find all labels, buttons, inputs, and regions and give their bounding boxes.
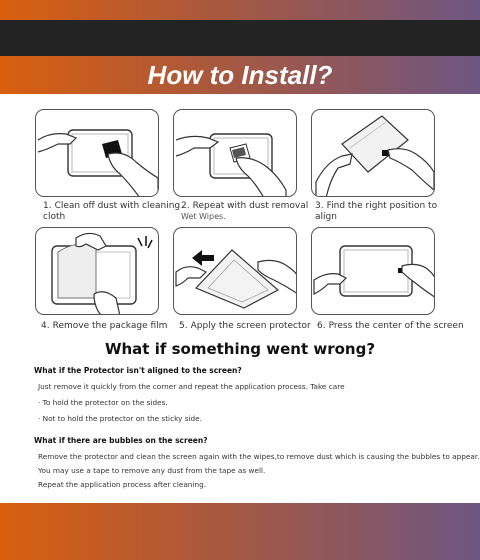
protector-align-icon (312, 110, 435, 197)
step-1-illustration (35, 109, 159, 197)
step-4-caption: 4. Remove the package film (41, 321, 168, 331)
answer-line: Remove the protector and clean the screen again with the wipes,to remove dust which is causing the bubbles to appear. (38, 452, 480, 461)
answer-line: Just remove it quickly from the corner and repeat the application process. Take care (38, 382, 345, 391)
bottom-gradient-band (0, 503, 480, 560)
film-peel-icon (36, 228, 159, 315)
question-alignment: What if the Protector isn't aligned to the screen? (34, 366, 242, 375)
step-2-illustration (173, 109, 297, 197)
top-gradient-band (0, 0, 480, 20)
step-2-caption: 2. Repeat with dust removal Wet Wipes. (181, 201, 309, 221)
answer-line: · Not to hold the protector on the sticky side. (38, 414, 202, 423)
question-bubbles: What if there are bubbles on the screen? (34, 436, 208, 445)
troubleshoot-heading: What if something went wrong? (104, 340, 376, 358)
answer-line: Repeat the application process after cleaning. (38, 480, 207, 489)
press-center-icon (312, 228, 435, 315)
step-6-illustration (311, 227, 435, 315)
step-3-illustration (311, 109, 435, 197)
tablet-cleaning-icon (36, 110, 159, 197)
tablet-wiping-icon (174, 110, 297, 197)
step-1-caption: 1. Clean off dust with cleaning cloth (43, 201, 181, 222)
answer-line: You may use a tape to remove any dust from the tape as well. (38, 466, 266, 475)
protector-apply-icon (174, 228, 297, 315)
answer-line: · To hold the protector on the sides. (38, 398, 168, 407)
step-6-caption: 6. Press the center of the screen (317, 321, 464, 331)
header-black-bar (0, 20, 480, 56)
step-5-caption: 5. Apply the screen protector (179, 321, 311, 331)
step-5-illustration (173, 227, 297, 315)
step-3-caption: 3. Find the right position to align (315, 201, 438, 222)
page-title: How to Install? (147, 60, 333, 90)
step-4-illustration (35, 227, 159, 315)
